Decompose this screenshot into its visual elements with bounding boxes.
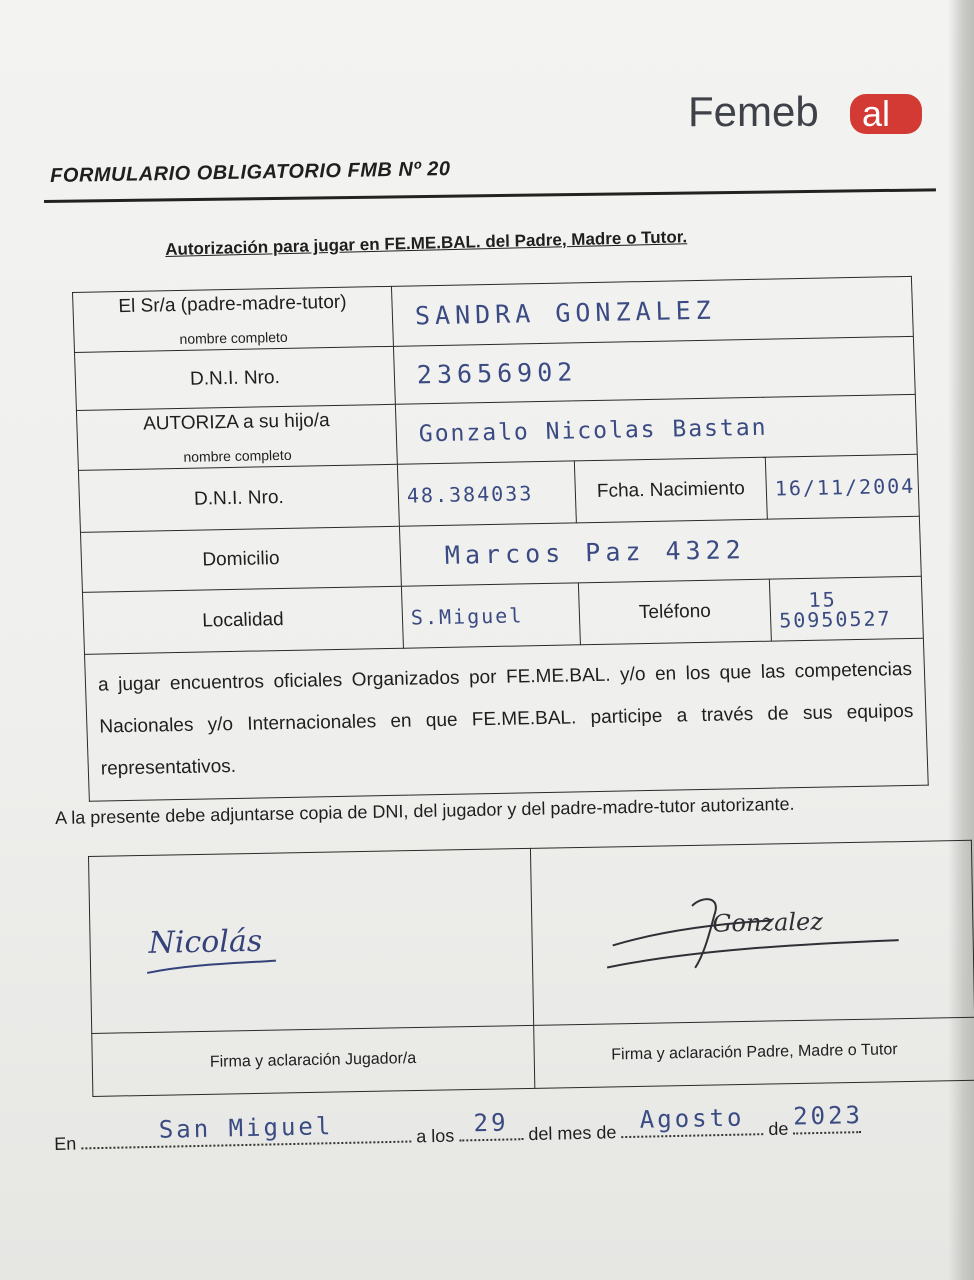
child-name-value[interactable]: Gonzalo Nicolas Bastan bbox=[395, 394, 917, 464]
footer-day-value: 29 bbox=[473, 1108, 509, 1138]
attachment-note: A la presente debe adjuntarse copia de DNI, del jugador y del padre-madre-tutor autorizante. bbox=[55, 793, 795, 828]
authorization-paragraph: a jugar encuentros oficiales Organizados por FE.ME.BAL. y/o en los que las competencias Nacionales y/o Internacionales en que FE.ME.BAL. participe a través de sus equipos representativos. bbox=[85, 638, 929, 801]
row-paragraph bbox=[85, 638, 929, 801]
footer-year-field[interactable] bbox=[792, 1101, 864, 1134]
parent-signature bbox=[601, 882, 903, 977]
parent-signature-text: Gonzalez bbox=[711, 907, 823, 938]
title-rule bbox=[44, 188, 936, 203]
birth-date-value[interactable]: 16/11/2004 bbox=[765, 454, 919, 519]
locality-label: Localidad bbox=[82, 586, 403, 654]
form-title: FORMULARIO OBLIGATORIO FMB Nº 20 bbox=[50, 158, 451, 187]
femebal-logo bbox=[688, 86, 928, 138]
footer-year-value: 2023 bbox=[792, 1101, 864, 1131]
footer-place-field[interactable] bbox=[81, 1112, 411, 1150]
footer-month-field[interactable] bbox=[621, 1103, 763, 1138]
parent-name-value[interactable]: SANDRA GONZALEZ bbox=[391, 276, 913, 346]
phone-prefix: 15 bbox=[808, 586, 838, 612]
child-label: AUTORIZA a su hijo/a bbox=[142, 409, 330, 435]
logo-text-accent: al bbox=[862, 93, 891, 134]
phone-number: 50950527 bbox=[778, 605, 892, 632]
footer-a-los-label: a los bbox=[416, 1125, 455, 1147]
footer-de-label: de bbox=[768, 1118, 789, 1140]
paper-edge bbox=[948, 0, 974, 1280]
form-subtitle: Autorización para jugar en FE.ME.BAL. del Padre, Madre o Tutor. bbox=[165, 227, 688, 259]
footer-place-value: San Miguel bbox=[158, 1112, 334, 1144]
parent-label: El Sr/a (padre-madre-tutor) bbox=[118, 291, 347, 317]
player-signature-caption: Firma y aclaración Jugador/a bbox=[92, 1025, 535, 1096]
parent-label-cell bbox=[73, 286, 394, 352]
parent-sublabel: nombre completo bbox=[179, 328, 288, 347]
signature-table bbox=[88, 840, 974, 1097]
footer-mes-label: del mes de bbox=[528, 1122, 617, 1145]
child-dni-label: D.N.I. Nro. bbox=[78, 464, 399, 532]
address-label: Domicilio bbox=[80, 526, 401, 592]
parent-dni-label: D.N.I. Nro. bbox=[75, 346, 396, 410]
birth-date-label: Fcha. Nacimiento bbox=[574, 457, 767, 523]
address-value[interactable]: Marcos Paz 4322 bbox=[399, 516, 921, 586]
phone-label: Teléfono bbox=[578, 579, 771, 645]
player-signature-box[interactable] bbox=[89, 848, 534, 1033]
parent-signature-caption: Firma y aclaración Padre, Madre o Tutor bbox=[533, 1017, 974, 1088]
footer-month-value: Agosto bbox=[639, 1103, 745, 1134]
phone-value-cell[interactable] bbox=[769, 576, 923, 641]
footer-line bbox=[54, 1101, 934, 1155]
footer-en-label: En bbox=[54, 1133, 77, 1154]
child-sublabel: nombre completo bbox=[183, 446, 292, 465]
footer-day-field[interactable] bbox=[459, 1108, 523, 1141]
player-signature bbox=[140, 908, 281, 981]
parent-signature-box[interactable] bbox=[530, 840, 974, 1025]
locality-value[interactable]: S.Miguel bbox=[401, 583, 580, 648]
logo-text-dark: Femeb bbox=[688, 88, 819, 135]
authorization-table bbox=[72, 276, 929, 802]
child-dni-value[interactable]: 48.384033 bbox=[397, 461, 576, 526]
child-label-cell bbox=[76, 404, 397, 470]
parent-dni-value[interactable]: 23656902 bbox=[393, 336, 915, 404]
player-signature-text: Nicolás bbox=[148, 923, 263, 961]
